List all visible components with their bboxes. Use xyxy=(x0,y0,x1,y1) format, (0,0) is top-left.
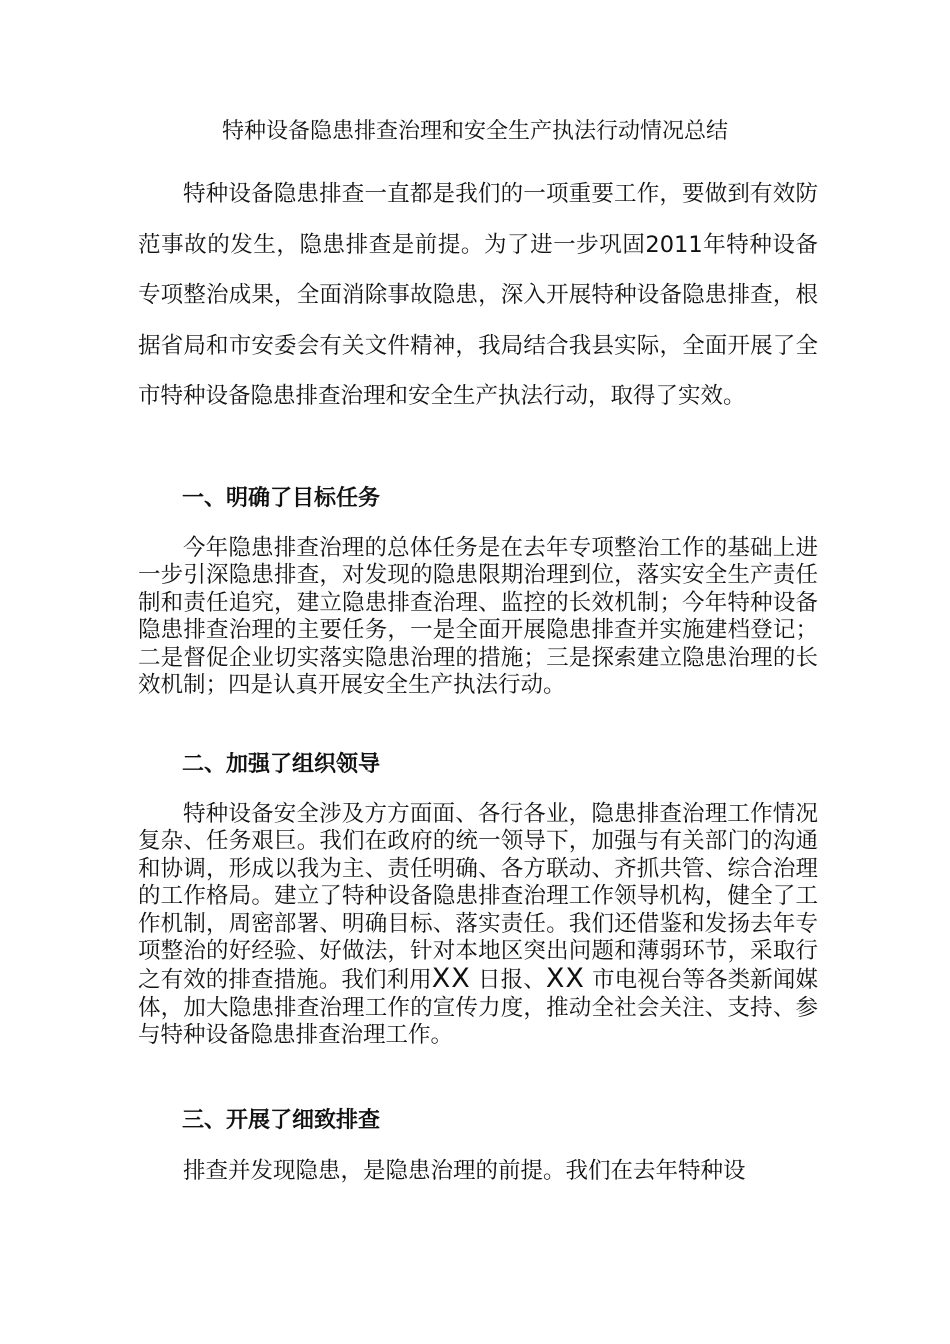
section-2-heading: 二、加强了组织领导 xyxy=(182,752,381,777)
section-3-heading: 三、开展了细致排查 xyxy=(182,1108,381,1133)
section-2-body xyxy=(138,801,818,1050)
section-2-body-text-1: 特种设备安全涉及方方面面、各行各业，隐患排查治理工作情况复杂、任务艰巨。我们在政府的统一领导下，加强与有关部门的沟通和协调，形成以我为主、责任明确、各方联动、齐抓共管、综合治理的工作格局。建立了特种设备隐患排查治理工作领导机构，健全了工作机制，周密部署、明确目标、落实责任。我们还借鉴和发扬去年专项整治的好经验、好做法，针对本地区突出问题和薄弱环节，采取行之有效的排查措施。我们利用 xyxy=(138,801,818,994)
section-3-body: 排查并发现隐患，是隐患治理的前提。我们在去年特种设 xyxy=(183,1158,746,1184)
section-1-heading: 一、明确了目标任务 xyxy=(182,486,381,511)
placeholder-xx-2: XX xyxy=(545,963,585,995)
section-2-body-text-2: 日报、 xyxy=(478,967,546,994)
intro-paragraph: 特种设备隐患排查一直都是我们的一项重要工作，要做到有效防范事故的发生，隐患排查是前提。为了进一步巩固2011年特种设备专项整治成果，全面消除事故隐患，深入开展特种设备隐患排查，根据省局和市安委会有关文件精神，我局结合我县实际，全面开展了全市特种设备隐患排查治理和安全生产执法行动，取得了实效。 xyxy=(138,181,818,410)
document-title: 特种设备隐患排查治理和安全生产执法行动情况总结 xyxy=(221,119,728,144)
section-1-body: 今年隐患排查治理的总体任务是在去年专项整治工作的基础上进一步引深隐患排查，对发现的隐患限期治理到位，落实安全生产责任制和责任追究，建立隐患排查治理、监控的长效机制；今年特种设备隐患排查治理的主要任务，一是全面开展隐患排查并实施建档登记；二是督促企业切实落实隐患治理的措施；三是探索建立隐患治理的长效机制；四是认真开展安全生产执法行动。 xyxy=(138,535,818,699)
placeholder-xx-1: XX xyxy=(431,963,471,995)
section-2-body-text-3: 市电视台等各类新闻媒体，加大隐患排查治理工作的宣传力度，推动全社会关注、支持、参与特种设备隐患排查治理工作。 xyxy=(138,967,818,1049)
